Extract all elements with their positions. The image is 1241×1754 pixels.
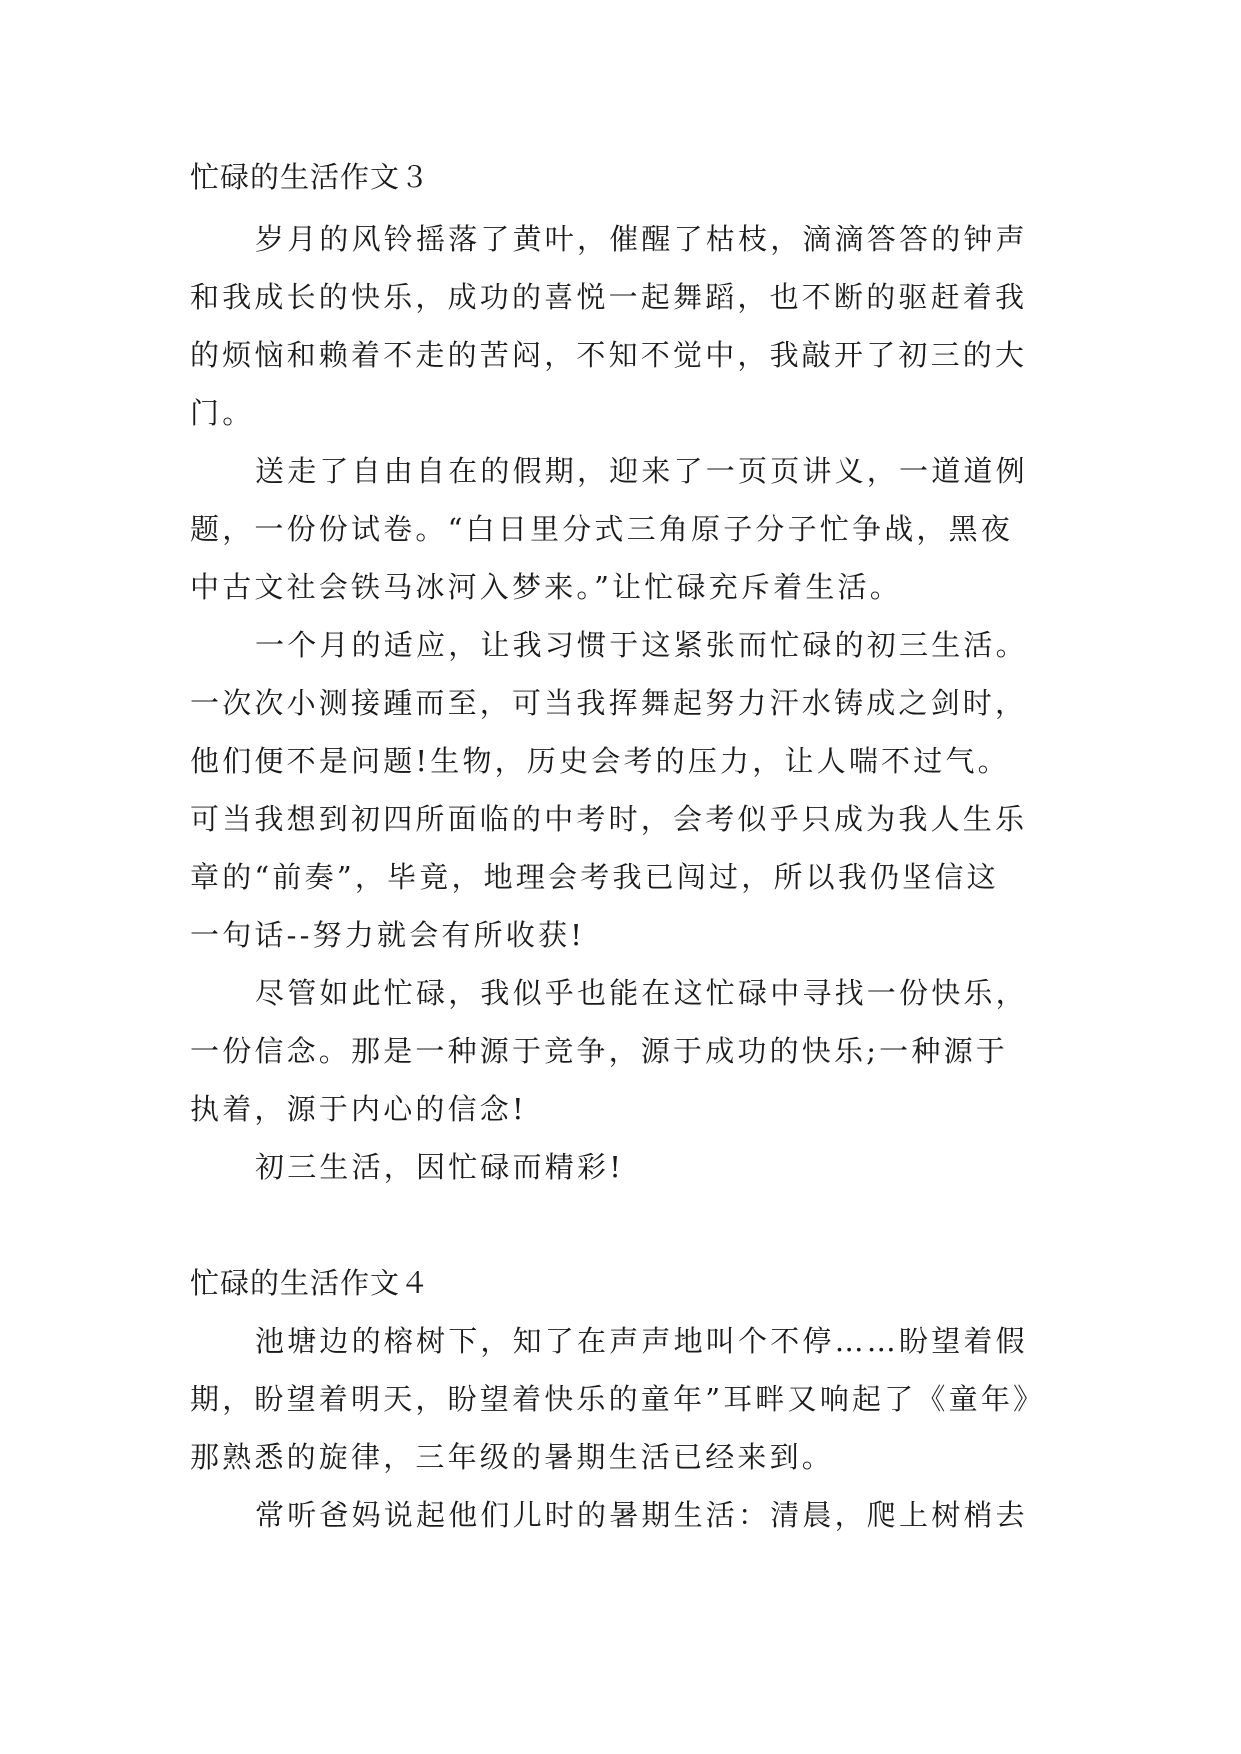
paragraph-line: 岁月的风铃摇落了黄叶，催醒了枯枝，滴滴答答的钟声: [255, 222, 1028, 256]
paragraph-line: 初三生活，因忙碌而精彩!: [255, 1150, 625, 1184]
paragraph-line: 一次次小测接踵而至，可当我挥舞起努力汗水铸成之剑时，: [190, 686, 1028, 720]
paragraph-line: 期，盼望着明天，盼望着快乐的童年”耳畔又响起了《童年》: [190, 1382, 1046, 1416]
essay-title-3: 忙碌的生活作文３: [190, 160, 431, 194]
paragraph-line: 一份信念。那是一种源于竞争，源于成功的快乐;一种源于: [190, 1034, 1008, 1068]
paragraph-line: 中古文社会铁马冰河入梦来。”让忙碌充斥着生活。: [190, 570, 902, 604]
paragraph-line: 一句话--努力就会有所收获!: [190, 918, 586, 952]
paragraph-line: 题，一份份试卷。“白日里分式三角原子分子忙争战，黑夜: [190, 512, 1014, 546]
paragraph-line: 可当我想到初四所面临的中考时，会考似乎只成为我人生乐: [190, 802, 1028, 836]
paragraph-line: 送走了自由自在的假期，迎来了一页页讲义，一道道例: [255, 454, 1028, 488]
paragraph-line: 那熟悉的旋律，三年级的暑期生活已经来到。: [190, 1440, 835, 1474]
paragraph-line: 他们便不是问题!生物，历史会考的压力，让人喘不过气。: [190, 744, 1010, 778]
essay-title-4: 忙碌的生活作文４: [190, 1266, 431, 1300]
paragraph-line: 常听爸妈说起他们儿时的暑期生活：清晨，爬上树梢去: [255, 1498, 1028, 1532]
paragraph-line: 池塘边的榕树下，知了在声声地叫个不停……盼望着假: [255, 1324, 1028, 1358]
paragraph-line: 尽管如此忙碌，我似乎也能在这忙碌中寻找一份快乐，: [255, 976, 1028, 1010]
paragraph-line: 章的“前奏”，毕竟，地理会考我已闯过，所以我仍坚信这: [190, 860, 999, 894]
paragraph-line: 和我成长的快乐，成功的喜悦一起舞蹈，也不断的驱赶着我: [190, 280, 1028, 314]
paragraph-line: 一个月的适应，让我习惯于这紧张而忙碌的初三生活。: [255, 628, 1028, 662]
paragraph-line: 门。: [190, 396, 255, 430]
paragraph-line: 的烦恼和赖着不走的苦闷，不知不觉中，我敲开了初三的大: [190, 338, 1028, 372]
paragraph-line: 执着，源于内心的信念!: [190, 1092, 527, 1126]
